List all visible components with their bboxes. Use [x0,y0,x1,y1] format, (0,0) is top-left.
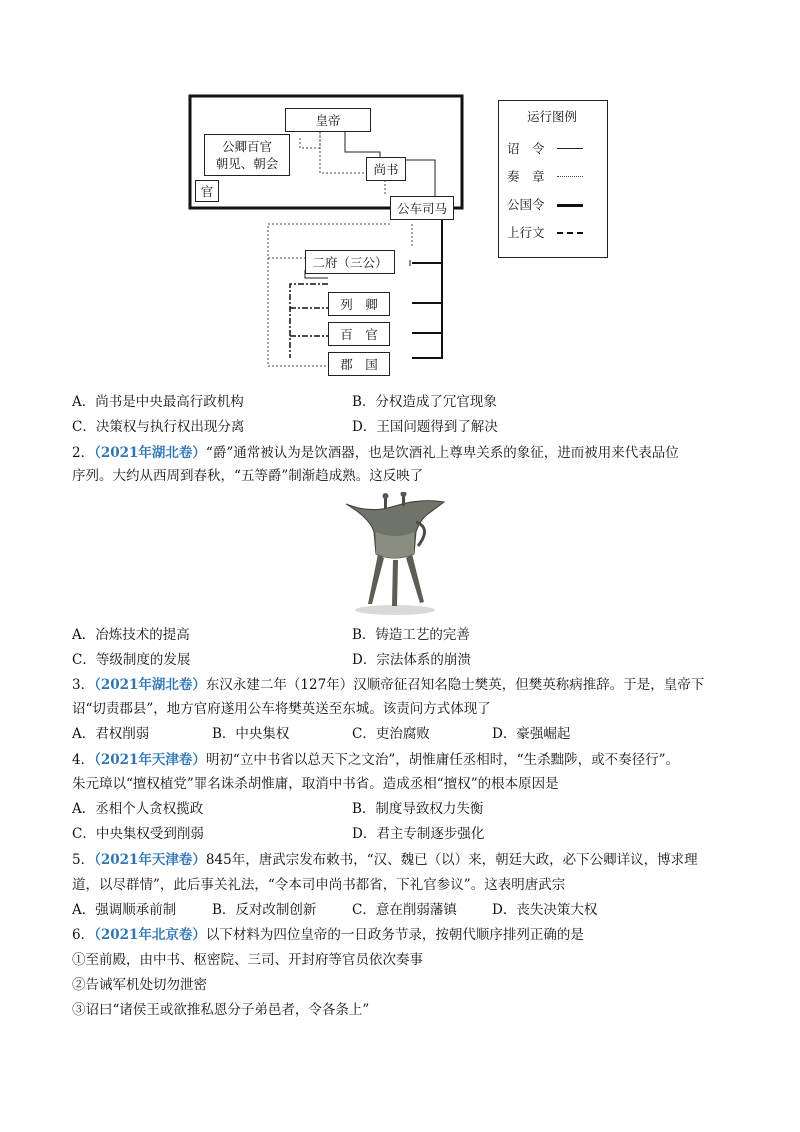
q2-stem-line1 [72,444,679,462]
legend-item-edict: 诏 令 [507,141,545,156]
q4-stem-line2: 朱元璋以“擅权植党”罪名诛杀胡惟庸，取消中书省。造成丞相“擅权”的根本原因是 [72,776,559,792]
q3-source: （2021年湖北卷） [94,677,206,693]
q5-option-b: B．反对改制创新 [212,902,317,918]
q3-stem-line1 [72,676,704,694]
q4-source: （2021年天津卷） [94,752,206,768]
q6-source: （2021年北京卷） [94,927,206,943]
emperor-box: 皇帝 [285,108,371,132]
q2-stem-line2: 序列。大约从西周到春秋，“五等爵”制渐趋成熟。这反映了 [72,468,424,484]
q6-item-3: ③诏曰“诸侯王或欲推私恩分子弟邑者，令各条上” [72,1002,370,1018]
q6-item-2: ②告诫军机处切勿泄密 [72,977,207,993]
q5-option-d: D．丧失决策大权 [492,902,598,918]
legend-item-order: 公国令 [507,197,545,212]
legend-box [498,100,608,258]
q4-option-c: C．中央集权受到削弱 [72,826,204,842]
q2-option-a: A．冶炼技术的提高 [72,627,190,643]
q4-stem-line1 [72,751,679,769]
q3-option-b: B．中央集权 [212,726,290,742]
baiguan-box: 百 官 [328,322,390,346]
officials-line1: 公卿百官 [221,139,272,154]
q5-stem-line1 [72,851,698,869]
lieqing-box: 列 卿 [328,292,390,316]
jue-vessel-drawing [340,492,450,616]
q5-number: 5． [72,852,95,868]
legend-line-dotted [557,176,583,177]
officials-box [204,134,290,176]
q3-stem-line2: 诏“切责郡县”，地方官府遂用公车将樊英送至东城。该责问方式体现了 [72,701,491,717]
q6-stem-line1 [72,926,584,944]
q3-option-d: D．豪强崛起 [492,726,571,742]
officials-line2: 朝见、朝会 [215,156,279,171]
q6-text1: 以下材料为四位皇帝的一日政务节录，按朝代顺序排列正确的是 [205,927,584,943]
legend-line-thick [557,204,583,207]
erfu-box: 二府（三公） [305,250,395,274]
shangshu-box: 尚书 [366,157,406,181]
q4-option-b: B．制度导致权力失衡 [352,801,484,817]
q4-option-a: A．丞相个人贪权揽政 [72,801,204,817]
q2-option-b: B．铸造工艺的完善 [352,627,470,643]
q2-source: （2021年湖北卷） [94,445,206,461]
q1-option-c: C．决策权与执行权出现分离 [72,419,245,435]
q3-option-a: A．君权削弱 [72,726,150,742]
q2-option-d: D．宗法体系的崩溃 [352,652,471,668]
q3-text1: 东汉永建二年（127年）汉顺帝征召知名隐士樊英，但樊英称病推辞。于是，皇帝下 [205,677,705,693]
guan-box: 官 [195,180,219,202]
legend-line-dashdot [557,232,583,234]
q4-text1: 明初“立中书省以总天下之文治”，胡惟庸任丞相时，“生杀黜陟，或不奏径行”。 [205,752,680,768]
q2-number: 2． [72,445,95,461]
q1-option-b: B．分权造成了冗官现象 [352,394,497,410]
q4-option-d: D．君主专制逐步强化 [352,826,485,842]
gongche-box: 公车司马 [390,196,454,220]
q5-option-c: C．意在削弱藩镇 [352,902,457,918]
q2-option-c: C．等级制度的发展 [72,652,191,668]
q3-number: 3． [72,677,95,693]
q1-option-d: D．王国问题得到了解决 [352,419,498,435]
q2-text1: “爵”通常被认为是饮酒器，也是饮酒礼上尊卑关系的象征，进而被用来代表品位 [205,445,679,461]
q1-option-a: A．尚书是中央最高行政机构 [72,394,244,410]
q3-option-c: C．吏治腐败 [352,726,430,742]
jue-vessel-image [340,492,450,616]
q5-text1: 845年，唐武宗发布敕书，“汉、魏已（以）来，朝廷大政，必下公卿详议，博求理 [205,852,698,868]
legend-line-solid [557,148,583,149]
q4-number: 4． [72,752,95,768]
legend-item-memorial: 奏 章 [507,169,545,184]
q5-stem-line2: 道，以尽群情”，此后事关礼法，“令本司申尚书都省，下礼官参议”。这表明唐武宗 [72,877,566,893]
political-structure-diagram [180,88,620,388]
q6-item-1: ①至前殿，由中书、枢密院、三司、开封府等官员依次奏事 [72,952,423,968]
q6-number: 6． [72,927,95,943]
junguo-box: 郡 国 [328,352,390,376]
legend-item-report: 上行文 [507,225,545,240]
legend-title: 运行图例 [527,109,578,124]
q5-source: （2021年天津卷） [94,852,206,868]
q5-option-a: A．强调顺承前制 [72,902,177,918]
